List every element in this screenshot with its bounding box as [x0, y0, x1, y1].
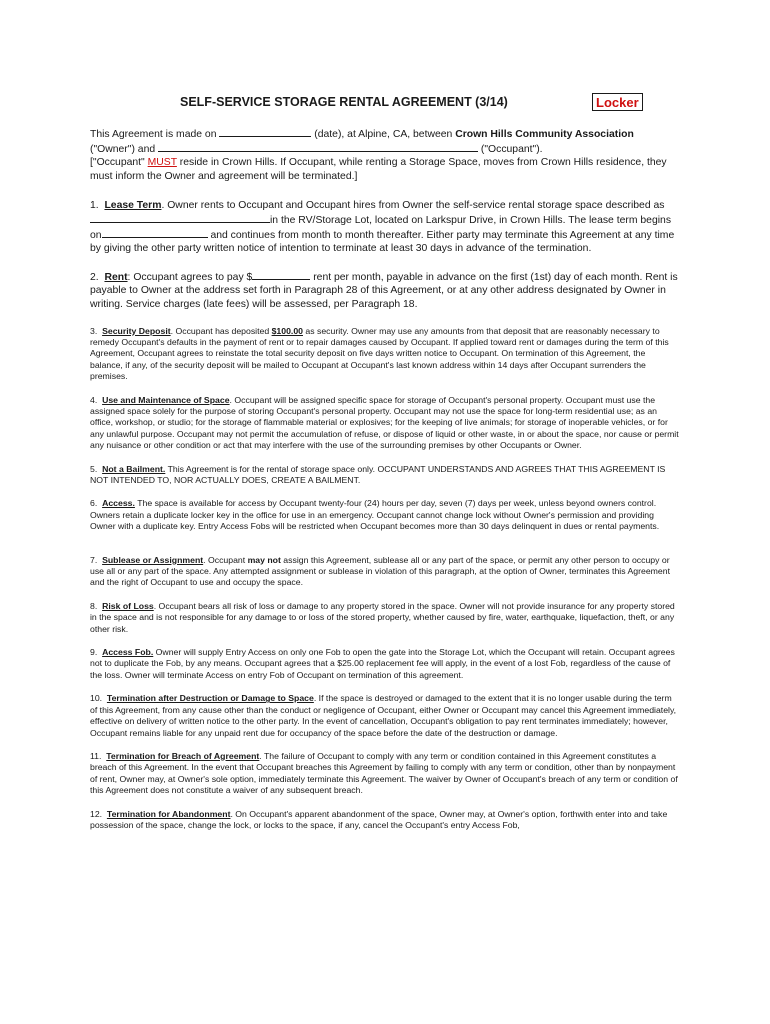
- document-body: [90, 127, 680, 831]
- section-heading: Security Deposit: [102, 325, 171, 336]
- intro-text: ["Occupant": [90, 157, 148, 169]
- section-text: . Occupant has deposited: [170, 325, 272, 336]
- intro-text: ("Occupant").: [478, 143, 543, 155]
- locker-label: Locker: [592, 93, 643, 111]
- section-heading: Access.: [102, 498, 135, 509]
- section-heading: Rent: [104, 271, 128, 283]
- intro-text: This Agreement is made on: [90, 129, 220, 140]
- section-text: The space is available for access by Occupant twenty-four (24) hours per day, seven (7) days per week, unless beyond owners control. Owners retain a duplicate locker key in the office for use in an emergency. Occupant cannot change lock without Owner's permission and providing Owner with a duplicate key. Entry Access Fobs will be restricted when Occupant becomes more than 30 days delinquent in dues or rental payments.: [90, 498, 660, 532]
- section-text: . Owner rents to Occupant and Occupant hires from Owner the self-service rental storage space described as: [161, 200, 665, 212]
- section-11: [90, 751, 680, 797]
- section-heading: Lease Term: [104, 200, 162, 212]
- section-text: . Occupant bears all risk of loss or damage to any property stored in the space. Owner will not provide insurance for any property stored in the space and is not responsible for any damage to or loss of the stored property, whether caused by fire, water, earthquake, liquefaction, theft, or any other risk.: [90, 600, 675, 634]
- section-9: [90, 647, 680, 681]
- date-blank: [219, 127, 311, 137]
- section-text: in the RV/Storage Lot, located on Larkspur Drive, in Crown Hills. The lease term begins on: [90, 214, 672, 241]
- section-number: 1.: [90, 200, 99, 212]
- section-number: 7.: [90, 554, 98, 565]
- section-number: 9.: [90, 647, 98, 658]
- section-text: . Occupant will be assigned specific space for storage of Occupant's personal property. Occupant must use the assigned space solely for the purpose of storing Occupant's personal property. Occupant may not use the space for long-term residential use; as an office, workshop, or studio; for the storage of flammable material or explosives; for the keeping of live animals; for storage of inoperable vehicles, or for any unlawful purpose. Occupant may not permit the accumulation of refuse, or dispose of liquid or other waste, in or about the space, nor cause or permit any nuisance or other condition or act that may interfere with the use of the surrounding premises by other Occupants or Owner.: [90, 394, 679, 451]
- section-heading: Termination for Breach of Agreement: [106, 750, 260, 761]
- section-text: This Agreement is for the rental of storage space only. OCCUPANT UNDERSTANDS AND AGREES THAT THIS AGREEMENT IS NOT INTENDED TO, NOR ACTUALLY DOES, CREATE A BAILMENT.: [90, 463, 666, 485]
- section-7: [90, 555, 680, 589]
- section-heading: Access Fob.: [102, 647, 154, 658]
- section-1: [90, 199, 680, 255]
- section-text: and continues from month to month thereafter. Either party may terminate this Agreement at any time by giving the other party written notice of intention to terminate at least 30 days in advance of the termination.: [90, 229, 675, 255]
- section-number: 12.: [90, 808, 103, 819]
- section-2: [90, 270, 680, 312]
- section-4: [90, 395, 680, 452]
- section-number: 8.: [90, 600, 98, 611]
- section-text: assign this Agreement, sublease all or any part of the space, or permit any other person to occupy or use all or any part of the space. Any attempted assignment or sublease in violation of this paragraph, at the option of Owner, terminates this Agreement and the right of Occupant to use and occupy the space.: [90, 554, 670, 588]
- start-date-blank: [102, 228, 208, 238]
- section-number: 5.: [90, 463, 98, 474]
- section-number: 11.: [90, 750, 102, 761]
- intro-paragraph: [90, 127, 680, 183]
- section-8: [90, 601, 680, 635]
- section-text: . If the space is destroyed or damaged to the extent that it is no longer usable during the term of this Agreement, from any cause other than the conduct or negligence of Occupant, either Owner or Occupant may cancel this Agreement immediately, effective on delivery of written notice to the other party. In the event of cancellation, Occupant's obligation to pay rent terminates immediately; however, Occupant remains liable for any unpaid rent due for occupancy of the space before the date of the destruction or damage.: [90, 693, 677, 738]
- section-number: 4.: [90, 394, 98, 405]
- document-title: SELF-SERVICE STORAGE RENTAL AGREEMENT (3/14): [180, 95, 508, 109]
- emphasis-text: may not: [247, 554, 281, 565]
- section-heading: Use and Maintenance of Space: [102, 394, 230, 405]
- intro-text: reside in Crown Hills. If Occupant, while renting a Storage Space, moves from Crown Hills residence, they must inform the Owner and agreement will be terminated.]: [90, 157, 667, 182]
- section-5: [90, 464, 680, 487]
- intro-text: ("Owner") and: [90, 143, 159, 155]
- must-emphasis: MUST: [147, 157, 177, 169]
- section-heading: Risk of Loss: [102, 600, 154, 611]
- section-text: rent per month, payable in advance on the first (1st) day of each month. Rent is payable to Owner at the address set forth in Paragraph 28 of this Agreement, or at any other address designated by Owner in writing. Service charges (late fees) will be assessed, per Paragraph 18.: [90, 271, 678, 310]
- section-text: . On Occupant's apparent abandonment of the space, Owner may, at Owner's option, forthwith enter into and take possession of the space, change the lock, or locks to the space, if any, cancel the Occupant's entry Access Fob,: [90, 808, 668, 830]
- section-3: [90, 326, 680, 383]
- section-heading: Termination for Abandonment: [106, 808, 231, 819]
- section-12: [90, 809, 680, 832]
- occupant-name-blank: [158, 142, 478, 152]
- intro-text: (date), at Alpine, CA, between: [311, 129, 456, 140]
- section-number: 6.: [90, 498, 98, 509]
- space-description-blank: [90, 213, 270, 223]
- section-number: 3.: [90, 325, 98, 336]
- header: [180, 93, 650, 115]
- section-heading: Termination after Destruction or Damage to Space: [106, 693, 314, 704]
- rent-amount-blank: [252, 270, 310, 280]
- section-number: 10.: [90, 693, 103, 704]
- section-heading: Sublease or Assignment: [102, 554, 204, 565]
- section-heading: Not a Bailment.: [102, 463, 166, 474]
- section-text: Owner will supply Entry Access on only one Fob to open the gate into the Storage Lot, which the Occupant will retain. Occupant agrees not to duplicate the Fob, by any means. Occupant agrees that a $25.00 replacement fee will apply, in the event of a lost Fob, regardless of the cause of the loss. Owner will terminate Access on entry Fob of Occupant on termination of this agreement.: [90, 647, 675, 680]
- section-text: . Occupant: [203, 554, 248, 565]
- section-text: : Occupant agrees to pay $: [127, 271, 253, 283]
- section-text: . The failure of Occupant to comply with any term or condition contained in this Agreement constitutes a breach of this Agreement. In the event that Occupant breaches this Agreement by failing to comply with any term or condition, other than by nonpayment of rent, Owner may, at Owner's sole option, immediately terminate this Agreement. The waiver by Owner of Occupant's breach of any term or condition of this Agreement does not constitute a waiver of any subsequent breach.: [90, 750, 678, 796]
- section-text: as security. Owner may use any amounts from that deposit that are reasonably necessary to remedy Occupant's defaults in the payment of rent or to repair damages caused by Occupant. If applied toward rent or damages during the term of this Agreement, Occupant agrees to reinstate the total security deposit on five days written notice to Occupant. On termination of this Agreement, the balance, if any, of the security deposit will be mailed to Occupant at Occupant's last known address within 14 days after Occupant surrenders the premises.: [90, 325, 669, 382]
- section-10: [90, 693, 680, 739]
- deposit-amount: $100.00: [271, 325, 303, 336]
- section-6: [90, 498, 680, 532]
- section-number: 2.: [90, 271, 99, 283]
- owner-name: Crown Hills Community Association: [455, 129, 634, 140]
